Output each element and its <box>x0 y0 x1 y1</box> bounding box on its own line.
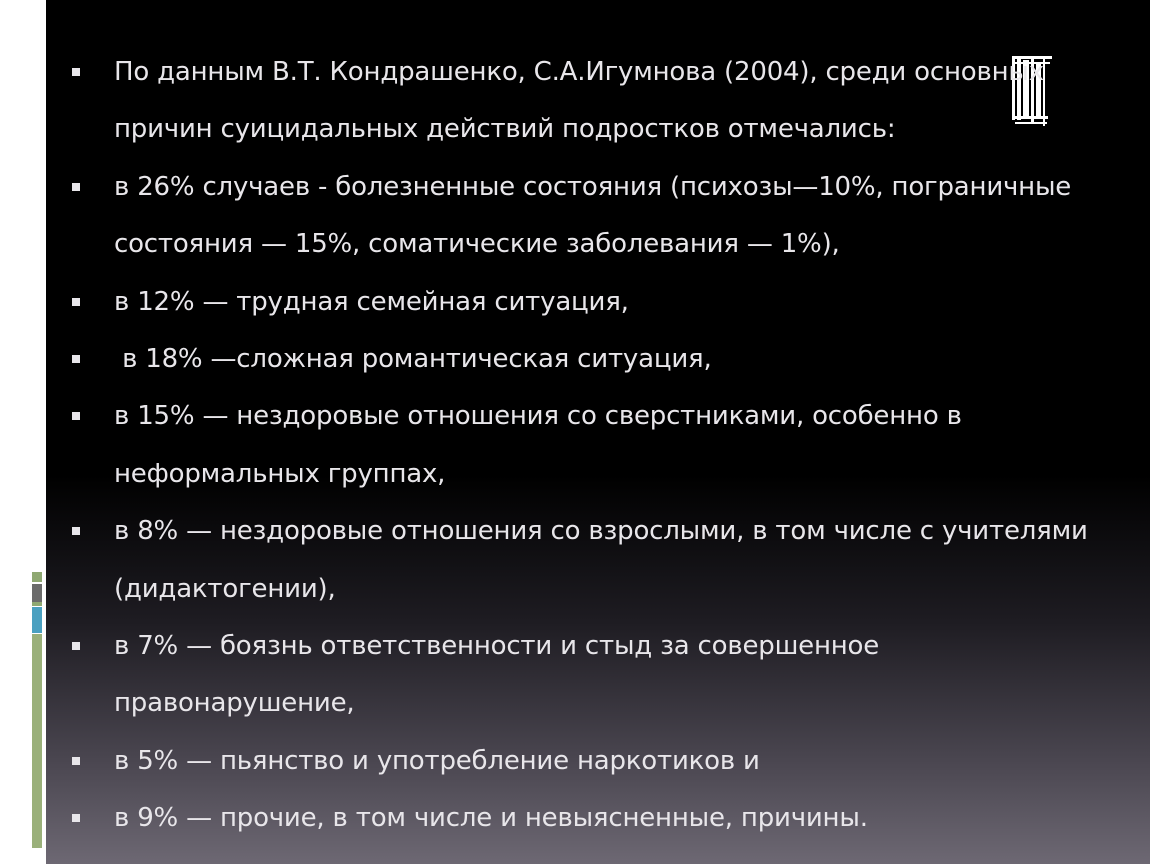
list-item-text: в 7% — боязнь ответственности и стыд за совершенное правонарушение, <box>114 631 880 719</box>
square-bullet-icon <box>72 183 80 191</box>
square-bullet-icon <box>72 68 80 76</box>
decorative-bar-gray <box>32 584 42 602</box>
list-item <box>66 618 1126 733</box>
square-bullet-icon <box>72 298 80 306</box>
list-item <box>66 503 1126 618</box>
left-margin <box>0 0 46 864</box>
list-item <box>66 331 1126 388</box>
list-item-text: в 26% случаев - болезненные состояния (психозы—10%, пограничные состояния — 15%, соматические заболевания — 1%), <box>114 171 1072 260</box>
list-item <box>66 159 1126 274</box>
list-item-text: в 18% —сложная романтическая ситуация, <box>114 344 712 375</box>
list-item <box>66 388 1126 503</box>
list-item <box>66 44 1126 159</box>
square-bullet-icon <box>72 527 80 535</box>
square-bullet-icon <box>72 412 80 420</box>
square-bullet-icon <box>72 355 80 363</box>
square-bullet-icon <box>72 814 80 822</box>
decorative-bar-blue <box>32 607 42 633</box>
slide <box>46 0 1150 864</box>
decorative-bar-green-long <box>32 634 42 848</box>
list-item-text: в 12% — трудная семейная ситуация, <box>114 286 629 317</box>
list-item <box>66 274 1126 331</box>
list-item <box>66 733 1126 790</box>
list-item-text: По данным В.Т. Кондрашенко, С.А.Игумнова (2004), среди основных причин суицидальных действий подростков отмечались: <box>114 57 1044 145</box>
list-item-text: в 8% — нездоровые отношения со взрослыми, в том числе с учителями (дидактогении), <box>114 516 1088 604</box>
list-item-text: в 9% — прочие, в том числе и невыясненные, причины. <box>114 803 868 834</box>
square-bullet-icon <box>72 642 80 650</box>
list-item-text: в 15% — нездоровые отношения со сверстниками, особенно в неформальных группах, <box>114 401 962 489</box>
list-item <box>66 790 1126 847</box>
decorative-bar-green-thin <box>32 602 42 606</box>
decorative-bar-green-top <box>32 572 42 582</box>
list-item-text: в 5% — пьянство и употребление наркотиков и <box>114 745 760 776</box>
reasons-list <box>66 44 1126 848</box>
square-bullet-icon <box>72 757 80 765</box>
